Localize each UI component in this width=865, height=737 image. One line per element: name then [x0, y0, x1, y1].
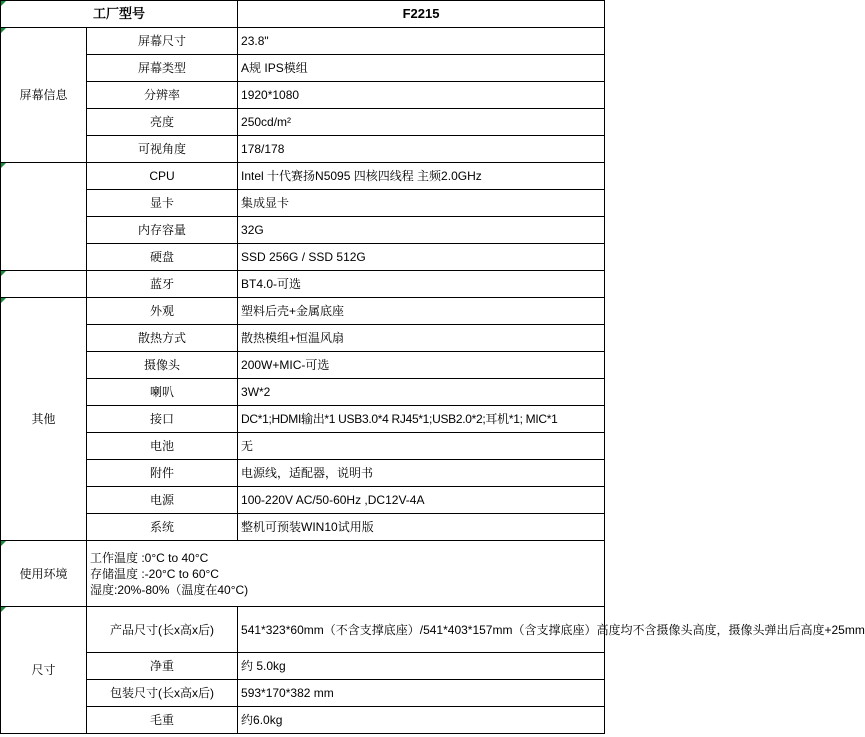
- param-accessories: 附件: [87, 460, 238, 487]
- table-row: [1, 433, 605, 460]
- value-cooling: 散热模组+恒温风扇: [238, 325, 605, 352]
- param-memory: 内存容量: [87, 217, 238, 244]
- group-other: 其他: [1, 298, 87, 541]
- table-row: [1, 406, 605, 433]
- group-screen: 屏幕信息: [1, 28, 87, 163]
- table-row: [1, 55, 605, 82]
- table-row: [1, 460, 605, 487]
- header-model-label: 工厂型号: [1, 1, 238, 28]
- table-row: [1, 487, 605, 514]
- table-row: [1, 163, 605, 190]
- table-row: [1, 541, 605, 607]
- header-row: [1, 1, 605, 28]
- table-row: [1, 325, 605, 352]
- table-row: [1, 136, 605, 163]
- group-wireless: [1, 271, 87, 298]
- group-environment: 使用环境: [1, 541, 87, 607]
- param-cpu: CPU: [87, 163, 238, 190]
- value-camera: 200W+MIC-可选: [238, 352, 605, 379]
- group-size: 尺寸: [1, 607, 87, 734]
- value-memory: 32G: [238, 217, 605, 244]
- param-camera: 摄像头: [87, 352, 238, 379]
- param-resolution: 分辨率: [87, 82, 238, 109]
- table-row: [1, 379, 605, 406]
- value-net-weight: 约 5.0kg: [238, 653, 605, 680]
- param-battery: 电池: [87, 433, 238, 460]
- value-speaker: 3W*2: [238, 379, 605, 406]
- param-cooling: 散热方式: [87, 325, 238, 352]
- table-row: [1, 653, 605, 680]
- storage-temperature: 存储温度 :-20°C to 60°C: [90, 566, 219, 581]
- header-model-value: F2215: [238, 1, 605, 28]
- param-product-size: 产品尺寸(长x高x后): [87, 607, 238, 653]
- table-row: [1, 109, 605, 136]
- param-speaker: 喇叭: [87, 379, 238, 406]
- value-gross-weight: 约6.0kg: [238, 707, 605, 734]
- table-row: [1, 514, 605, 541]
- value-brightness: 250cd/m²: [238, 109, 605, 136]
- param-power: 电源: [87, 487, 238, 514]
- param-gpu: 显卡: [87, 190, 238, 217]
- param-net-weight: 净重: [87, 653, 238, 680]
- table-row: [1, 217, 605, 244]
- param-bluetooth: 蓝牙: [87, 271, 238, 298]
- table-row: [1, 707, 605, 734]
- table-row: [1, 244, 605, 271]
- param-gross-weight: 毛重: [87, 707, 238, 734]
- param-ports: 接口: [87, 406, 238, 433]
- param-view-angle: 可视角度: [87, 136, 238, 163]
- param-appearance: 外观: [87, 298, 238, 325]
- param-system: 系统: [87, 514, 238, 541]
- table-row: [1, 298, 605, 325]
- value-accessories: 电源线，适配器，说明书: [238, 460, 605, 487]
- param-disk: 硬盘: [87, 244, 238, 271]
- table-row: [1, 607, 605, 653]
- environment-cell: [87, 541, 605, 607]
- table-row: [1, 82, 605, 109]
- value-screen-size: 23.8": [238, 28, 605, 55]
- value-product-size: 541*323*60mm（不含支撑底座）/541*403*157mm（含支撑底座）高度均不含摄像头高度，摄像头弹出后高度+25mm: [238, 607, 605, 653]
- value-view-angle: 178/178: [238, 136, 605, 163]
- value-disk: SSD 256G / SSD 512G: [238, 244, 605, 271]
- param-screen-size: 屏幕尺寸: [87, 28, 238, 55]
- value-resolution: 1920*1080: [238, 82, 605, 109]
- table-row: [1, 28, 605, 55]
- param-screen-type: 屏幕类型: [87, 55, 238, 82]
- table-row: [1, 190, 605, 217]
- param-brightness: 亮度: [87, 109, 238, 136]
- table-row: [1, 271, 605, 298]
- value-gpu: 集成显卡: [238, 190, 605, 217]
- table-row: [1, 352, 605, 379]
- value-power: 100-220V AC/50-60Hz ,DC12V-4A: [238, 487, 605, 514]
- table-row: [1, 680, 605, 707]
- group-hardware: [1, 163, 87, 271]
- value-system: 整机可预装WIN10试用版: [238, 514, 605, 541]
- operating-temperature: 工作温度 :0°C to 40°C: [90, 550, 209, 565]
- value-battery: 无: [238, 433, 605, 460]
- value-ports: DC*1;HDMI输出*1 USB3.0*4 RJ45*1;USB2.0*2;耳机*1; MIC*1: [238, 406, 605, 433]
- param-package-size: 包装尺寸(长x高x后): [87, 680, 238, 707]
- value-cpu: Intel 十代赛扬N5095 四核四线程 主频2.0GHz: [238, 163, 605, 190]
- value-appearance: 塑料后壳+金属底座: [238, 298, 605, 325]
- value-bluetooth: BT4.0-可选: [238, 271, 605, 298]
- humidity: 湿度:20%-80%（温度在40°C): [90, 582, 249, 597]
- value-screen-type: A规 IPS模组: [238, 55, 605, 82]
- value-package-size: 593*170*382 mm: [238, 680, 605, 707]
